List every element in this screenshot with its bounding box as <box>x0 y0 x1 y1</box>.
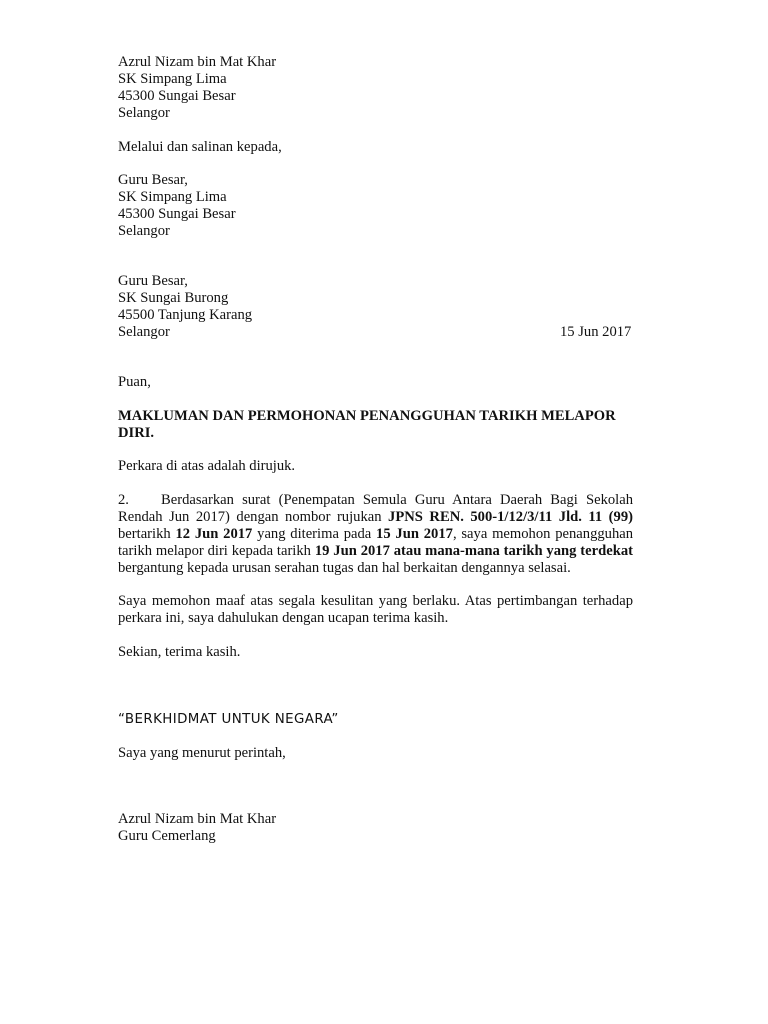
deferred-date-bold: 19 Jun 2017 atau mana-mana tarikh yang terdekat <box>314 543 633 559</box>
via-recipient-school: SK Simpang Lima <box>118 189 227 205</box>
paragraph-2-line-2 <box>118 509 633 526</box>
sign-off: Saya yang menurut perintah, <box>118 745 286 761</box>
paragraph-1: Perkara di atas adalah dirujuk. <box>118 458 296 474</box>
sender-school: SK Simpang Lima <box>118 71 227 87</box>
via-recipient-title: Guru Besar, <box>118 172 188 188</box>
recipient-school: SK Sungai Burong <box>118 290 229 306</box>
paragraph-2-line-5: bergantung kepada urusan serahan tugas dan hal berkaitan dengannya selasai. <box>118 560 571 576</box>
subject-line-1: MAKLUMAN DAN PERMOHONAN PENANGGUHAN TARIKH MELAPOR <box>118 408 616 424</box>
paragraph-2-text-3e: , saya memohon penangguhan <box>452 526 634 542</box>
recipient-postcode-town: 45500 Tanjung Karang <box>118 307 253 323</box>
paragraph-2-text-2a: Rendah Jun 2017) dengan nombor rujukan <box>118 509 389 525</box>
via-label: Melalui dan salinan kepada, <box>118 139 282 155</box>
paragraph-2-text-3c: yang diterima pada <box>252 526 377 542</box>
via-recipient-postcode-town: 45300 Sungai Besar <box>118 206 236 222</box>
via-recipient-state: Selangor <box>118 223 170 239</box>
paragraph-2-line-3 <box>118 526 633 543</box>
paragraph-2-text-1: Berdasarkan surat (Penempatan Semula Guru Antara Daerah Bagi Sekolah <box>161 492 633 508</box>
sender-state: Selangor <box>118 105 170 121</box>
subject-line-2: DIRI. <box>118 425 155 441</box>
letter-date: 15 Jun 2017 <box>560 324 632 340</box>
signatory-name: Azrul Nizam bin Mat Khar <box>118 811 277 827</box>
paragraph-2-line-4 <box>118 543 633 560</box>
paragraph-3-line-1: Saya memohon maaf atas segala kesulitan yang berlaku. Atas pertimbangan terhadap <box>118 593 633 609</box>
recipient-title: Guru Besar, <box>118 273 188 289</box>
signatory-position: Guru Cemerlang <box>118 828 216 844</box>
letter-date-bold: 12 Jun 2017 <box>175 526 253 542</box>
paragraph-2-text-3a: bertarikh <box>118 526 176 542</box>
closing: Sekian, terima kasih. <box>118 644 241 660</box>
paragraph-number: 2. <box>118 492 129 508</box>
motto: “BERKHIDMAT UNTUK NEGARA” <box>118 712 339 727</box>
paragraph-2-text-4a: tarikh melapor diri kepada tarikh <box>118 543 315 559</box>
sender-name: Azrul Nizam bin Mat Khar <box>118 54 277 70</box>
paragraph-2-line-1 <box>118 492 633 509</box>
received-date-bold: 15 Jun 2017 <box>376 526 453 542</box>
paragraph-3-line-2: perkara ini, saya dahulukan dengan ucapan terima kasih. <box>118 610 449 626</box>
reference-number: JPNS REN. 500-1/12/3/11 Jld. 11 (99) <box>388 509 633 525</box>
recipient-state: Selangor <box>118 324 170 340</box>
salutation: Puan, <box>118 374 151 390</box>
sender-postcode-town: 45300 Sungai Besar <box>118 88 236 104</box>
